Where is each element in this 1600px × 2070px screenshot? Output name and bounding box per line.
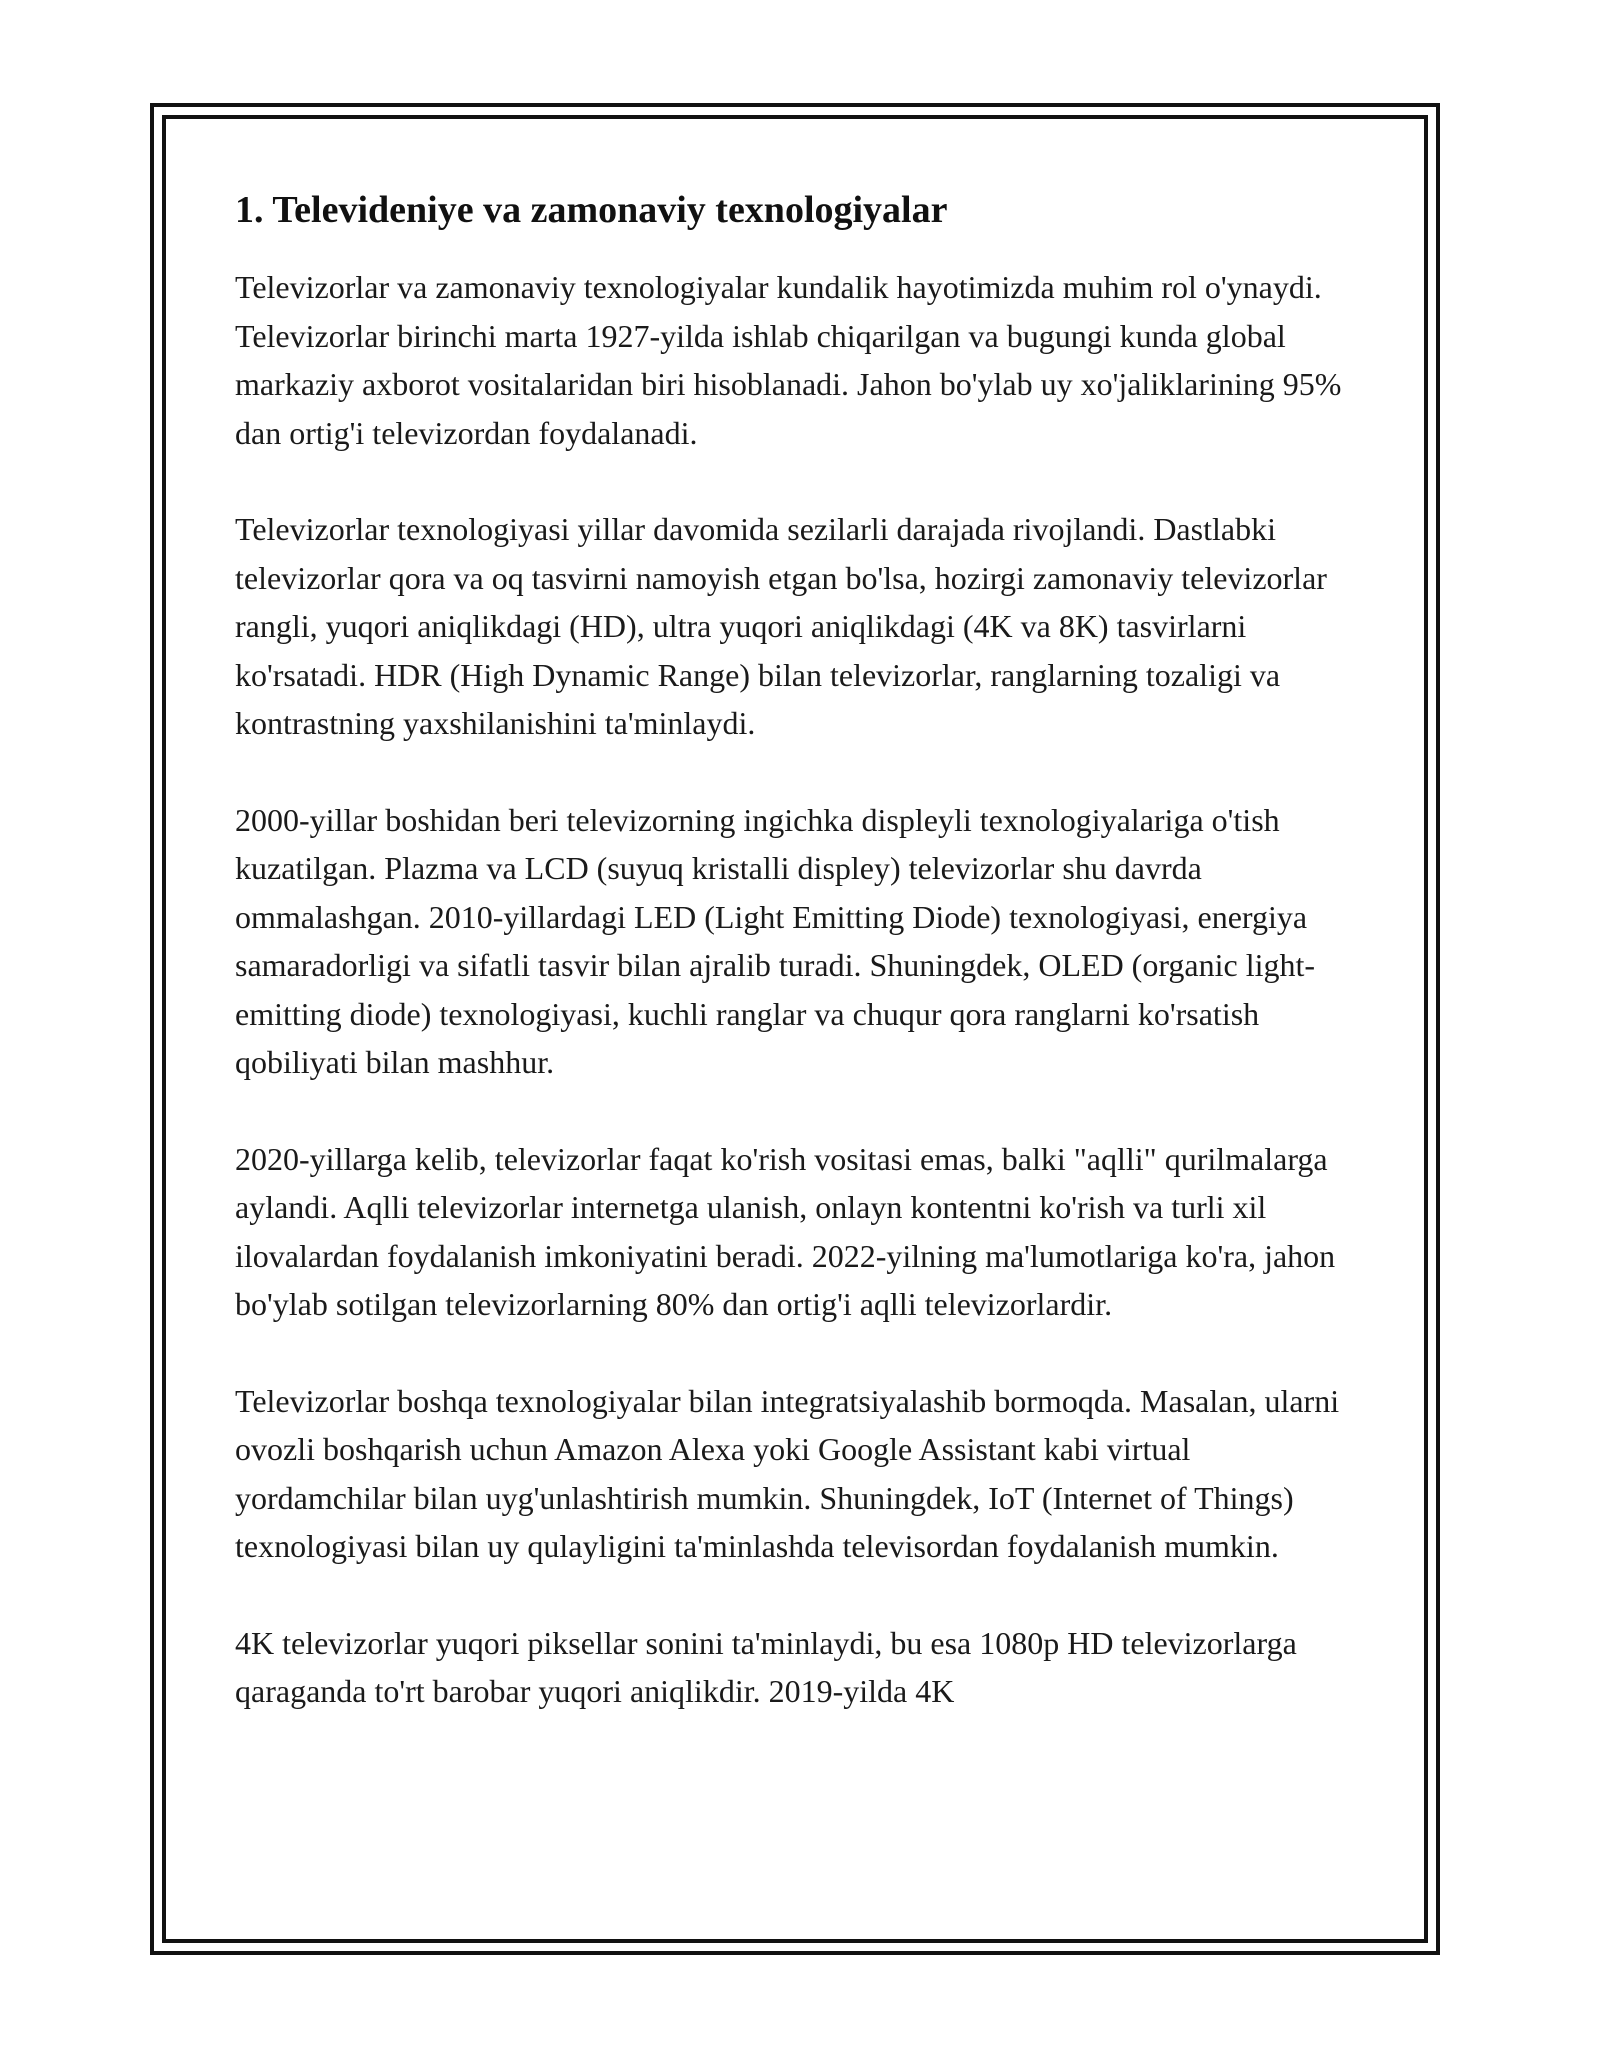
paragraph-2: Televizorlar texnologiyasi yillar davomida sezilarli darajada rivojlandi. Dastlabki televizorlar qora va oq tasvirni namoyish etgan bo'lsa, hozirgi zamonaviy televizorlar rangli, yuqori aniqlikdagi (HD), ultra yuqori aniqlikdagi (4K va 8K) tasvirlarni ko'rsatadi. HDR (High Dynamic Range) bilan televizorlar, ranglarning tozaligi va kontrastning yaxshilanishini ta'minlaydi. bbox=[235, 511, 1327, 741]
paragraph-1: Televizorlar va zamonaviy texnologiyalar kundalik hayotimizda muhim rol o'ynaydi. Televizorlar birinchi marta 1927-yilda ishlab chiqarilgan va bugungi kunda global markaziy axborot vositalaridan biri hisoblanadi. Jahon bo'ylab uy xo'jaliklarining 95% dan ortig'i televizordan foydalanadi. bbox=[235, 269, 1342, 451]
paragraph-3: 2000-yillar boshidan beri televizorning ingichka displeyli texnologiyalariga o'tish kuzatilgan. Plazma va LCD (suyuq kristalli displey) televizorlar shu davrda ommalashgan. 2010-yillardagi LED (Light Emitting Diode) texnologiyasi, energiya samaradorligi va sifatli tasvir bilan ajralib turadi. Shuningdek, OLED (organic light-emitting diode) texnologiyasi, kuchli ranglar va chuqur qora ranglarni ko'rsatish qobiliyati bilan mashhur. bbox=[235, 801, 1316, 1080]
document-body bbox=[235, 185, 1365, 1764]
section-title: 1. Televideniye va zamonaviy texnologiyalar bbox=[235, 189, 948, 231]
paragraph-6: 4K televizorlar yuqori piksellar sonini ta'minlaydi, bu esa 1080p HD televizorlarga qaraganda to'rt barobar yuqori aniqlikdir. 2019-yilda 4K bbox=[235, 1624, 1297, 1709]
paragraph-5: Televizorlar boshqa texnologiyalar bilan integratsiyalashib bormoqda. Masalan, ularni ovozli boshqarish uchun Amazon Alexa yoki Google Assistant kabi virtual yordamchilar bilan uyg'unlashtirish mumkin. Shuningdek, IoT (Internet of Things) texnologiyasi bilan uy qulayligini ta'minlashda televisordan foydalanish mumkin. bbox=[235, 1382, 1340, 1564]
paragraph-4: 2020-yillarga kelib, televizorlar faqat ko'rish vositasi emas, balki "aqlli" qurilmalarga aylandi. Aqlli televizorlar internetga ulanish, onlayn kontentni ko'rish va turli xil ilovalardan foydalanish imkoniyatini beradi. 2022-yilning ma'lumotlariga ko'ra, jahon bo'ylab sotilgan televizorlarning 80% dan ortig'i aqlli televizorlardir. bbox=[235, 1140, 1336, 1322]
